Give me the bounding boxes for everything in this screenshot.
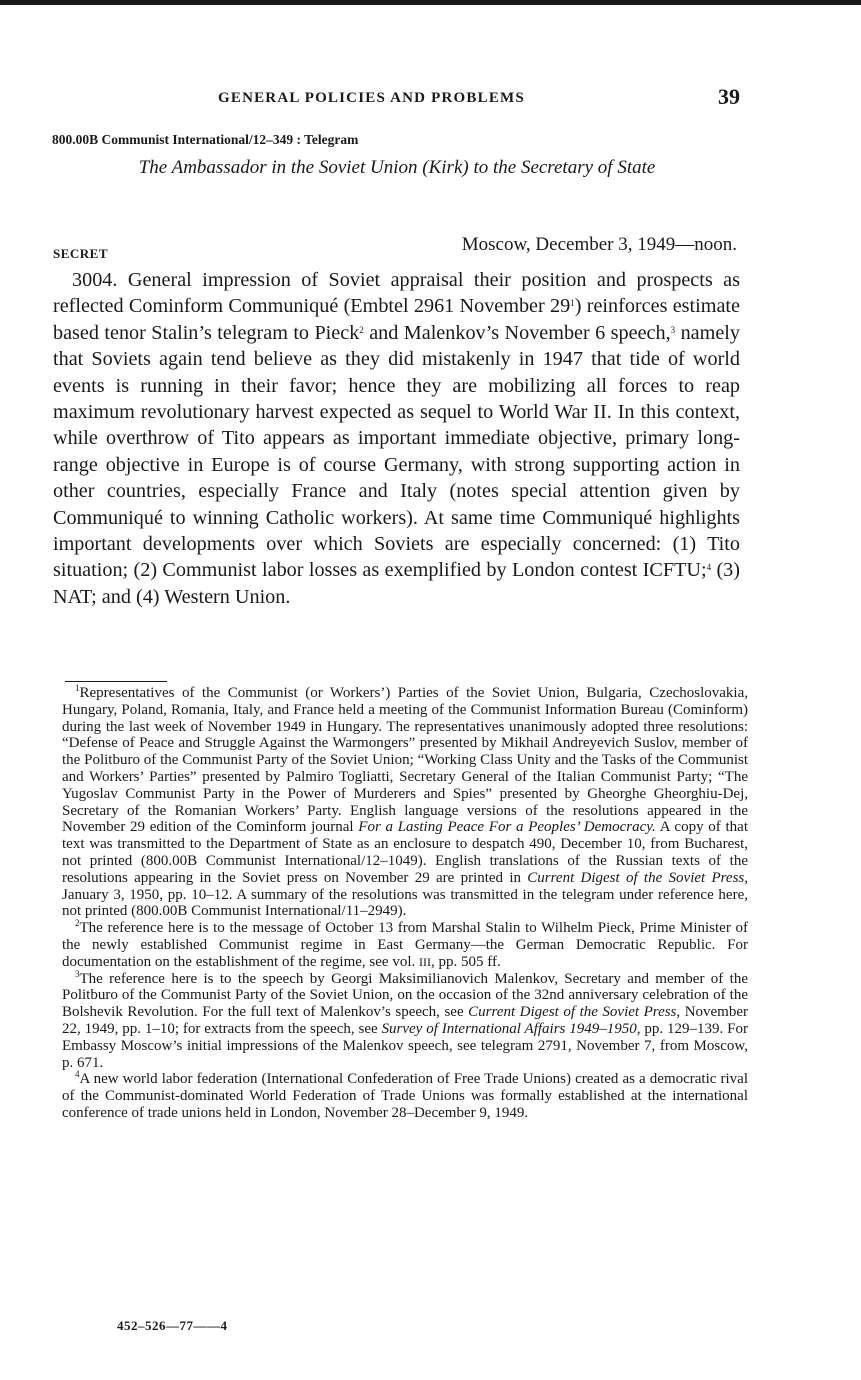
footnote-text: A copy of that text was transmitted to the Department of State as an enclosure to despatch 490, December 10, from Bucharest, not printed (800.00B Communist International/12–1049). English translations of the Russian texts of the resolutions appearing in the Soviet press on November 29 are printed in	[62, 819, 748, 886]
footnote-ref: 1	[570, 298, 575, 309]
running-head	[52, 84, 742, 114]
body-text-part: ) reinforces estimate based tenor Stalin’s telegram to Pieck	[53, 295, 740, 344]
footnote-text: The reference here is to the message of October 13 from Marshal Stalin to Wilhelm Pieck, Prime Minister of the newly established Communist regime in East Germany—the German Democratic Republic. For documentation on the establishment of the regime, see vol.	[62, 920, 748, 970]
footnote-1	[62, 685, 748, 920]
footnote-ref: 3	[670, 324, 676, 335]
dateline: Moscow, December 3, 1949—noon.	[461, 234, 737, 255]
file-reference: 800.00B Communist International/12–349 : Telegram	[52, 132, 359, 147]
footnote-text: A new world labor federation (International Confederation of Free Trade Unions) created as a democratic rival of the Communist-dominated World Federation of Trade Unions was formally established at the international conference of trade unions held in London, November 28–December 9, 1949.	[62, 1071, 748, 1121]
classification-label: SECRET	[53, 246, 109, 261]
footnotes	[62, 685, 748, 1122]
footnote-ref: 4	[706, 562, 712, 573]
footnote-2	[62, 920, 748, 970]
footnote-text: Representatives of the Communist (or Workers’) Parties of the Soviet Union, Bulgaria, Czechoslovakia, Hungary, Poland, Romania, Italy, and France held a meeting of the Communist Information Bureau (Cominform) during the last week of November 1949 in Hungary. The representatives unanimously adopted three resolutions: “Defense of Peace and Struggle Against the Warmongers” presented by Mikhail Andreyevich Suslov, member of the Politburo of the Communist Party of the Soviet Union; “Working Class Unity and the Tasks of the Communist and Workers’ Parties” presented by Palmiro Togliatti, Secretary General of the Italian Communist Party; “The Yugoslav Communist Party in the Power of Murderers and Spies” presented by Gheorghe Gheorghiu-Dej, Secretary of the Romanian Workers’ Party. English language versions of the resolutions appeared in the November 29 edition of the Cominform journal	[62, 685, 748, 836]
document-title: The Ambassador in the Soviet Union (Kirk) to the Secretary of State	[138, 157, 656, 178]
footnote-text: January 3, 1950, pp. 10–12. A summary of the resolutions was transmitted in the telegram under reference here, not printed (800.00B Communist International/11–2949).	[62, 886, 748, 920]
footnote-text: November 22, 1949, pp. 1–10; for extracts from the speech, see	[62, 1004, 749, 1037]
top-border	[0, 0, 861, 5]
publication-title: For a Lasting Peace For a Peoples’ Democracy.	[358, 819, 656, 836]
running-title: GENERAL POLICIES AND PROBLEMS	[218, 90, 525, 106]
footnote-3	[62, 968, 749, 1072]
footnote-4	[62, 1071, 748, 1121]
footnote-ref: 2	[359, 324, 364, 335]
footnote-number: 2	[75, 918, 80, 929]
footnote-text: The reference here is to the speech by Georgi Maksimilianovich Malenkov, Secretary and member of the Politburo of the Communist Party of the Soviet Union, on the occasion of the 32nd anniversary celebration of the Bolshevik Revolution. For the full text of Malenkov’s speech, see	[62, 970, 748, 1021]
body-text-part: and Malenkov’s November 6 speech,	[363, 321, 671, 344]
body-text-part: namely that Soviets again tend believe as they did mistakenly in 1947 that tide of world events is running in their favor; hence they are mobilizing all forces to reap maximum revolutionary harvest expected as sequel to World War II. In this context, while overthrow of Tito appears as important immediate objective, primary long-range objective in Europe is of course Germany, with strong supporting action in other countries, especially France and Italy (notes special attention given by Communiqué to winning Catholic workers). At same time Communiqué highlights important developments over which Soviets are especially concerned: (1) Tito situation; (2) Communist labor losses as exemplified by London contest ICFTU;	[53, 321, 740, 582]
footnote-text: , pp. 505 ff.	[431, 953, 501, 970]
page-number: 39	[718, 84, 740, 109]
telegram-body	[53, 267, 740, 610]
printer-code: 452–526—77——4	[117, 1318, 228, 1333]
body-text-part: 3004. General impression of Soviet appraisal their position and prospects as reflected Cominform Communiqué (Embtel 2961 November 29	[53, 269, 740, 318]
footnote-number: 1	[75, 683, 80, 693]
footnote-number: 4	[75, 1069, 80, 1080]
body-text-part: (3) NAT; and (4) Western Union.	[53, 559, 740, 608]
publication-title: Current Digest of the Soviet Press,	[468, 1004, 681, 1021]
publication-title: Survey of International Affairs 1949–1950,	[381, 1020, 641, 1037]
footnote-text: pp. 129–139. For Embassy Moscow’s initial impressions of the Malenkov speech, see telegram 2791, November 7, from Moscow, p. 671.	[62, 1020, 748, 1071]
volume-number: III	[419, 954, 431, 969]
publication-title: Current Digest of the Soviet Press,	[527, 869, 748, 886]
footnote-number: 3	[75, 968, 80, 979]
footnote-rule	[65, 681, 167, 682]
